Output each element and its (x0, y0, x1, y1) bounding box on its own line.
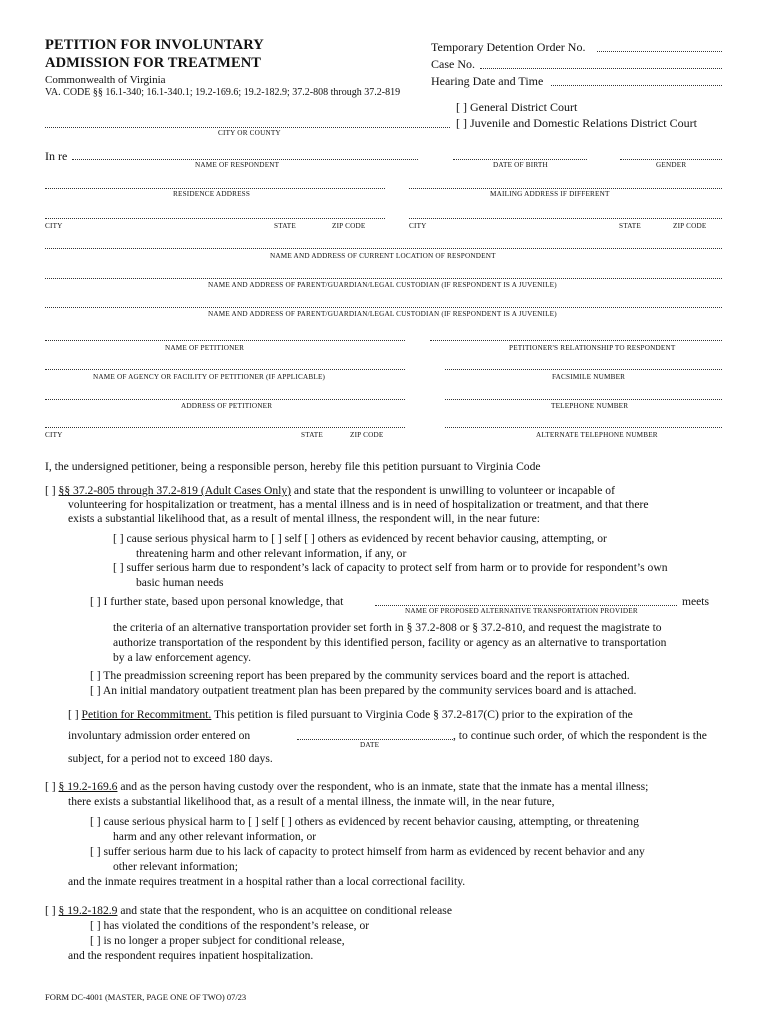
adult-cases-line1 (45, 484, 615, 499)
petitioner-state-label: STATE (301, 431, 323, 439)
city-or-county-field[interactable] (45, 127, 450, 128)
recommitment-line2b: , to continue such order, of which the respondent is the (453, 729, 707, 742)
inmate-statute-link: § 19.2-169.6 (58, 780, 118, 793)
gender-field[interactable] (620, 159, 722, 160)
harm-self-option-line1[interactable]: [ ] suffer serious harm due to respondent’s lack of capacity to protect self from harm or to provide for respondent’s own (113, 561, 668, 574)
transport-option-line1[interactable]: [ ] I further state, based upon personal knowledge, that (90, 595, 344, 608)
inmate-harm-self-line1[interactable]: [ ] suffer serious harm due to his lack of capacity to protect himself from harm as evidenced by recent behavior and any (90, 845, 645, 858)
acquittee-line1 (45, 904, 452, 919)
harm-self-option-line2: basic human needs (136, 576, 224, 589)
mailing-city-label: CITY (409, 222, 427, 230)
current-location-field[interactable] (45, 248, 722, 249)
adult-cases-statute-link: §§ 37.2-805 through 37.2-819 (Adult Cases Only) (58, 484, 292, 497)
recommitment-checkbox[interactable]: [ ] (68, 708, 79, 721)
mailing-address-label: MAILING ADDRESS IF DIFFERENT (490, 190, 610, 198)
recommitment-link: Petition for Recommitment. (81, 708, 212, 721)
respondent-name-label: NAME OF RESPONDENT (195, 161, 280, 169)
recommitment-line2a: involuntary admission order entered on (68, 729, 251, 742)
current-location-label: NAME AND ADDRESS OF CURRENT LOCATION OF RESPONDENT (270, 252, 496, 260)
inmate-checkbox[interactable]: [ ] (45, 780, 56, 793)
respondent-city-label: CITY (45, 222, 63, 230)
acquittee-text: and state that the respondent, who is an acquittee on conditional release (117, 904, 452, 917)
recommitment-line3: subject, for a period not to exceed 180 days. (68, 752, 273, 765)
transport-line3: authorize transportation of the respondent by this identified person, facility or agency as an alternative to transportation (113, 636, 667, 649)
residence-address-field[interactable] (45, 188, 385, 189)
respondent-state-label: STATE (274, 222, 296, 230)
recommitment-line1 (68, 708, 633, 723)
adult-cases-checkbox[interactable]: [ ] (45, 484, 56, 497)
inmate-line2: there exists a substantial likelihood that, as a result of a mental illness, the inmate will, in the near future, (68, 795, 555, 808)
parent-guardian-label-1: NAME AND ADDRESS OF PARENT/GUARDIAN/LEGAL CUSTODIAN (IF RESPONDENT IS A JUVENILE) (208, 281, 557, 289)
mailing-address-field[interactable] (409, 188, 722, 189)
form-title-line1: PETITION FOR INVOLUNTARY (45, 37, 264, 53)
case-no-label: Case No. (431, 57, 475, 71)
residence-address-label: RESIDENCE ADDRESS (173, 190, 251, 198)
case-no-field[interactable] (480, 68, 722, 69)
parent-guardian-field-2[interactable] (45, 307, 722, 308)
inmate-line-end: and the inmate requires treatment in a hospital rather than a local correctional facility. (68, 875, 466, 888)
alternate-telephone-field[interactable] (445, 427, 722, 428)
outpatient-plan-option[interactable]: [ ] An initial mandatory outpatient treatment plan has been prepared by the community services board and is attached. (90, 684, 637, 697)
form-title-line2: ADMISSION FOR TREATMENT (45, 55, 262, 71)
acquittee-statute-link: § 19.2-182.9 (58, 904, 118, 917)
petitioner-relationship-label: PETITIONER'S RELATIONSHIP TO RESPONDENT (509, 344, 676, 352)
acquittee-checkbox[interactable]: [ ] (45, 904, 56, 917)
hearing-date-field[interactable] (551, 85, 722, 86)
telephone-label: TELEPHONE NUMBER (551, 402, 629, 410)
parent-guardian-label-2: NAME AND ADDRESS OF PARENT/GUARDIAN/LEGAL CUSTODIAN (IF RESPONDENT IS A JUVENILE) (208, 310, 557, 318)
recommitment-date-field[interactable] (297, 739, 453, 740)
telephone-field[interactable] (445, 399, 722, 400)
city-or-county-label: CITY OR COUNTY (218, 129, 281, 137)
respondent-name-field[interactable] (72, 159, 418, 160)
respondent-zip-label: ZIP CODE (332, 222, 366, 230)
harm-others-option-line1[interactable]: [ ] cause serious physical harm to [ ] self [ ] others as evidenced by recent behavior causing, attempting, or (113, 532, 607, 545)
inmate-harm-self-line2: other relevant information; (113, 860, 238, 873)
alternate-telephone-label: ALTERNATE TELEPHONE NUMBER (536, 431, 658, 439)
date-of-birth-label: DATE OF BIRTH (493, 161, 548, 169)
recommitment-date-label: DATE (360, 741, 380, 749)
adult-cases-line2: volunteering for hospitalization or treatment, has a mental illness and is in need of hospitalization or treatment, and that there (68, 498, 649, 511)
temp-detention-field[interactable] (597, 51, 722, 52)
date-of-birth-field[interactable] (453, 159, 587, 160)
petitioner-agency-field[interactable] (45, 369, 405, 370)
inmate-harm-others-line1[interactable]: [ ] cause serious physical harm to [ ] self [ ] others as evidenced by recent behavior causing, attempting, or threatening (90, 815, 639, 828)
form-footer-id: FORM DC-4001 (MASTER, PAGE ONE OF TWO) 07/23 (45, 992, 247, 1002)
mailing-city-state-zip-field[interactable] (409, 218, 722, 219)
transport-provider-label: NAME OF PROPOSED ALTERNATIVE TRANSPORTATION PROVIDER (405, 607, 638, 615)
adult-cases-line3: exists a substantial likelihood that, as a result of mental illness, the respondent will, in the near future: (68, 512, 541, 525)
petitioner-zip-label: ZIP CODE (350, 431, 384, 439)
parent-guardian-field-1[interactable] (45, 278, 722, 279)
petitioner-city-label: CITY (45, 431, 63, 439)
court-general-district-option[interactable]: [ ] General District Court (456, 100, 578, 114)
inmate-harm-others-line2: harm and any other relevant information, or (113, 830, 317, 843)
in-re-label: In re (45, 149, 68, 163)
respondent-city-state-zip-field[interactable] (45, 218, 385, 219)
harm-others-option-line2: threatening harm and other relevant information, if any, or (136, 547, 407, 560)
commonwealth-label: Commonwealth of Virginia (45, 74, 166, 86)
mailing-zip-label: ZIP CODE (673, 222, 707, 230)
facsimile-label: FACSIMILE NUMBER (552, 373, 626, 381)
va-code-citation: VA. CODE §§ 16.1-340; 16.1-340.1; 19.2-169.6; 19.2-182.9; 37.2-808 through 37.2-819 (45, 87, 401, 98)
hearing-date-label: Hearing Date and Time (431, 74, 544, 88)
petitioner-address-field[interactable] (45, 399, 405, 400)
facsimile-field[interactable] (445, 369, 722, 370)
acquittee-violated-option[interactable]: [ ] has violated the conditions of the respondent’s release, or (90, 919, 370, 932)
petitioner-name-label: NAME OF PETITIONER (165, 344, 245, 352)
recommitment-text: This petition is filed pursuant to Virginia Code § 37.2-817(C) prior to the expiration of the (211, 708, 633, 721)
gender-label: GENDER (656, 161, 687, 169)
inmate-line1 (45, 780, 648, 795)
temp-detention-label: Temporary Detention Order No. (431, 40, 586, 54)
adult-cases-text: and state that the respondent is unwilling to volunteer or incapable of (291, 484, 615, 497)
transport-line2: the criteria of an alternative transportation provider set forth in § 37.2-808 or § 37.2-810, and request the magistrate to (113, 621, 662, 634)
inmate-text: and as the person having custody over the respondent, who is an inmate, state that the inmate has a mental illness; (117, 780, 649, 793)
petitioner-relationship-field[interactable] (430, 340, 722, 341)
court-jdr-option[interactable]: [ ] Juvenile and Domestic Relations District Court (456, 116, 697, 130)
petitioner-address-label: ADDRESS OF PETITIONER (181, 402, 273, 410)
prescreening-option[interactable]: [ ] The preadmission screening report has been prepared by the community services board and the report is attached. (90, 669, 630, 682)
petitioner-city-state-zip-field[interactable] (45, 427, 405, 428)
petitioner-agency-label: NAME OF AGENCY OR FACILITY OF PETITIONER (IF APPLICABLE) (93, 373, 326, 381)
mailing-state-label: STATE (619, 222, 641, 230)
transport-line4: by a law enforcement agency. (113, 651, 251, 664)
petitioner-name-field[interactable] (45, 340, 405, 341)
transport-meets: meets (682, 595, 710, 608)
petition-intro: I, the undersigned petitioner, being a responsible person, hereby file this petition pursuant to Virginia Code (45, 460, 541, 473)
acquittee-end: and the respondent requires inpatient hospitalization. (68, 949, 314, 962)
acquittee-not-proper-option[interactable]: [ ] is no longer a proper subject for conditional release, (90, 934, 345, 947)
transport-provider-field[interactable] (375, 605, 677, 606)
